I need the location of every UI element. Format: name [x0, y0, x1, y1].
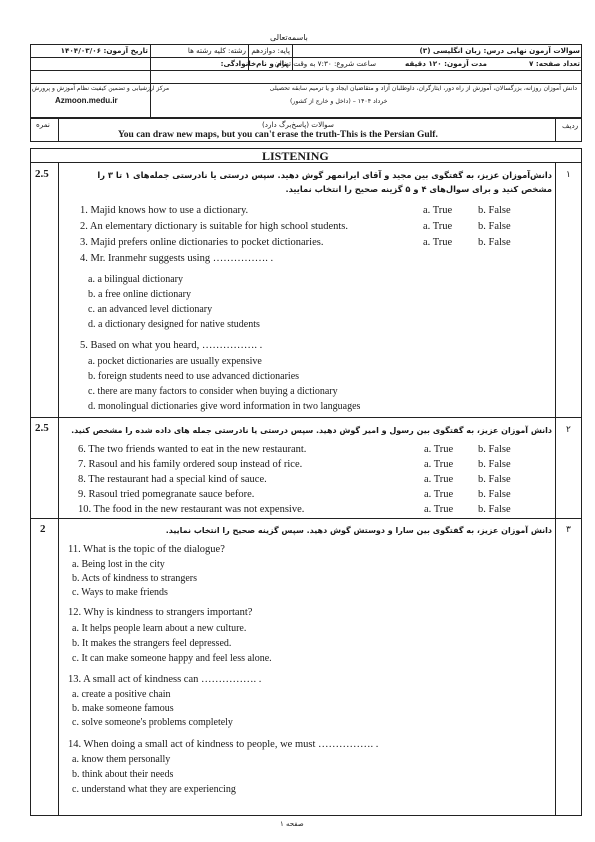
course-title: سوالات آزمون نهایی درس: زبان انگلیسی (۳): [419, 46, 580, 55]
q1-row-number: ۱: [566, 170, 571, 180]
header-box: [30, 44, 582, 118]
score-column-label: نمره: [36, 120, 50, 129]
q2-item-6-false[interactable]: b. False: [478, 444, 511, 455]
q4-option-a[interactable]: a. a bilingual dictionary: [88, 274, 183, 285]
q2-item-7: 7. Rasoul and his family ordered soup instead of rice.: [78, 459, 303, 470]
q14-option-c[interactable]: c. understand what they are experiencing: [72, 784, 236, 795]
q2-item-9: 9. Rasoul tried pomegranate sauce before.: [78, 489, 255, 500]
q13-option-a[interactable]: a. create a positive chain: [72, 689, 171, 700]
q3-question-14: 14. When doing a small act of kindness to people, we must ……………. .: [68, 739, 379, 750]
q2-item-10: 10. The food in the new restaurant was not expensive.: [78, 504, 305, 515]
q4-option-d[interactable]: d. a dictionary designed for native students: [88, 319, 260, 330]
q5-option-d[interactable]: d. monolingual dictionaries give word information in two languages: [88, 401, 361, 412]
students-info: دانش آموزان روزانه، بزرگسالان، آموزش از راه دور، ایثارگران، داوطلبان آزاد و متقاضیان ایجاد و یا ترمیم سابقه تحصیلی: [269, 85, 577, 92]
q12-option-c[interactable]: c. It can make someone happy and feel less alone.: [72, 653, 272, 664]
questions-title: سوالات (پاسخ‌برگ دارد): [262, 120, 334, 129]
q1-item-3-true[interactable]: a. True: [423, 237, 453, 248]
page-count: تعداد صفحه: ۷: [529, 59, 580, 68]
q14-option-a[interactable]: a. know them personally: [72, 754, 171, 765]
q5-option-b[interactable]: b. foreign students need to use advanced dictionaries: [88, 371, 300, 382]
q2-row-number: ۲: [566, 425, 571, 435]
q2-item-9-false[interactable]: b. False: [478, 489, 511, 500]
q1-item-3-false[interactable]: b. False: [478, 237, 511, 248]
q3-row-number: ۳: [566, 525, 571, 535]
q4-option-c[interactable]: c. an advanced level dictionary: [88, 304, 213, 315]
q11-option-c[interactable]: c. Ways to make friends: [72, 587, 168, 598]
q3-question-11: 11. What is the topic of the dialogue?: [68, 544, 225, 555]
q1-item-2-true[interactable]: a. True: [423, 221, 453, 232]
q1-score: 2.5: [35, 168, 49, 180]
q13-option-c[interactable]: c. solve someone's problems completely: [72, 717, 233, 728]
q1-instruction-2: مشخص کنید و برای سوال‌های ۴ و ۵ گزینه صحیح را انتخاب نمایید.: [285, 184, 552, 194]
q11-option-a[interactable]: a. Being lost in the city: [72, 559, 165, 570]
q2-score: 2.5: [35, 422, 49, 434]
row-column-label: ردیف: [562, 121, 579, 130]
q5-option-a[interactable]: a. pocket dictionaries are usually expensive: [88, 356, 262, 367]
q2-item-6-true[interactable]: a. True: [424, 444, 454, 455]
q3-instruction: دانش آموزان عزیز، به گفتگوی بین سارا و دوستش گوش دهید. سپس گزینه صحیح را انتخاب نمایید.: [165, 526, 552, 535]
website-link[interactable]: Azmoon.medu.ir: [55, 96, 118, 105]
q3-question-13: 13. A small act of kindness can ……………. .: [68, 674, 262, 685]
q11-option-b[interactable]: b. Acts of kindness to strangers: [72, 573, 197, 584]
page-number: صفحه ۱: [280, 820, 304, 828]
q2-item-7-false[interactable]: b. False: [478, 459, 511, 470]
q1-item-1: 1. Majid knows how to use a dictionary.: [80, 205, 249, 216]
basmala: باسمه‌تعالی: [270, 33, 308, 42]
q2-item-9-true[interactable]: a. True: [424, 489, 454, 500]
q13-option-b[interactable]: b. make someone famous: [72, 703, 174, 714]
q3-score: 2: [40, 523, 46, 535]
section-title: LISTENING: [262, 149, 329, 163]
q14-option-b[interactable]: b. think about their needs: [72, 769, 174, 780]
q5-option-c[interactable]: c. there are many factors to consider when buying a dictionary: [88, 386, 338, 397]
duration: مدت آزمون: ۱۲۰ دقیقه: [405, 59, 487, 68]
q12-option-b[interactable]: b. It makes the strangers feel depressed.: [72, 638, 232, 649]
q2-item-10-false[interactable]: b. False: [478, 504, 511, 515]
q3-question-12: 12. Why is kindness to strangers important?: [68, 607, 253, 618]
q1-item-1-true[interactable]: a. True: [423, 205, 453, 216]
student-name-field[interactable]: نام و نام‌خانوادگی:: [220, 59, 287, 68]
grade: پایه: دوازدهم: [251, 46, 290, 55]
field: رشته: کلیه رشته ها: [187, 46, 246, 55]
q1-item-2-false[interactable]: b. False: [478, 221, 511, 232]
q1-question-5: 5. Based on what you heard, ……………. .: [80, 340, 263, 351]
q4-option-b[interactable]: b. a free online dictionary: [88, 289, 192, 300]
q2-item-10-true[interactable]: a. True: [424, 504, 454, 515]
q1-item-3: 3. Majid prefers online dictionaries to pocket dictionaries.: [80, 237, 324, 248]
q2-item-6: 6. The two friends wanted to eat in the new restaurant.: [78, 444, 307, 455]
persian-gulf-motto: You can draw new maps, but you can't erase the truth-This is the Persian Gulf.: [118, 130, 438, 140]
q1-item-2: 2. An elementary dictionary is suitable for high school students.: [80, 221, 348, 232]
q2-item-8-true[interactable]: a. True: [424, 474, 454, 485]
q1-question-4: 4. Mr. Iranmehr suggests using ……………. .: [80, 253, 274, 264]
exam-date: تاریخ آزمون: ۱۴۰۴/۰۳/۰۶: [60, 46, 148, 55]
students-info-2: (داخل و خارج از کشور) – خرداد ۱۴۰۴: [290, 98, 388, 105]
start-time: ساعت شروع: ۷:۳۰ به وقت تهران: [274, 59, 376, 68]
q1-item-1-false[interactable]: b. False: [478, 205, 511, 216]
q2-item-8: 8. The restaurant had a special kind of sauce.: [78, 474, 267, 485]
q12-option-a[interactable]: a. It helps people learn about a new culture.: [72, 623, 247, 634]
center-name: مرکز ارزشیابی و تضمین کیفیت نظام آموزش و پرورش: [32, 85, 170, 92]
q2-item-8-false[interactable]: b. False: [478, 474, 511, 485]
q2-item-7-true[interactable]: a. True: [424, 459, 454, 470]
q2-instruction: دانش آموزان عزیز، به گفتگوی بین رسول و امیر گوش دهید. سپس درستی یا نادرستی جمله های داده شده را مشخص کنید.: [71, 426, 552, 435]
q1-instruction: دانش‌آموزان عزیز، به گفتگوی بین مجید و آقای ایرانمهر گوش دهید. سپس درستی یا نادرستی جمله‌های ۱ تا ۳ را: [97, 170, 552, 180]
